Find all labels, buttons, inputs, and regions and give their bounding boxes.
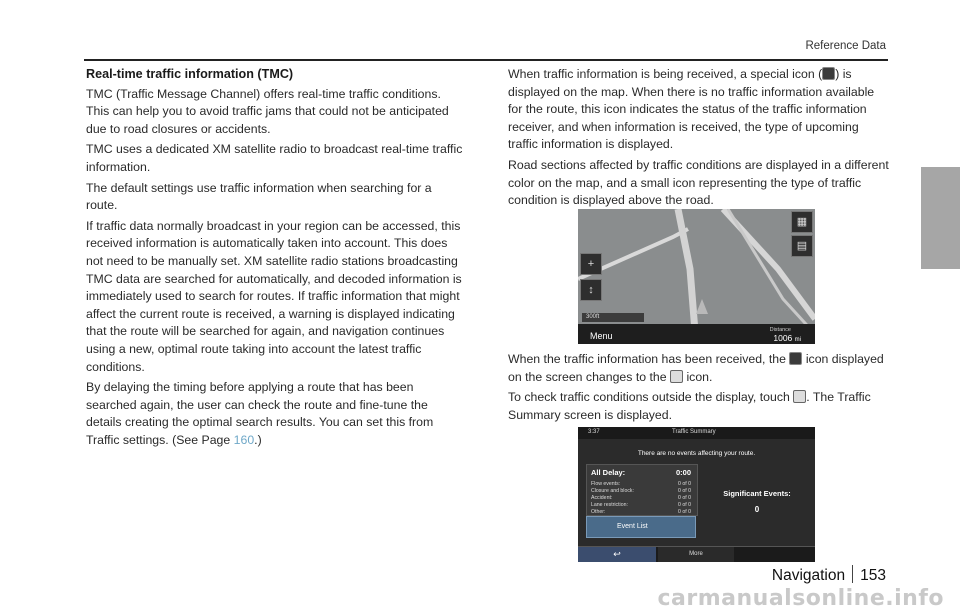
distance-value: 1006 mi bbox=[773, 333, 801, 343]
event-row-value: 0 of 0 bbox=[678, 481, 691, 487]
page-number: 153 bbox=[860, 567, 886, 584]
event-row-label: Other: bbox=[591, 509, 606, 515]
page-footer bbox=[772, 565, 886, 585]
paragraph: TMC uses a dedicated XM satellite radio to broadcast real-time traffic information. bbox=[86, 142, 463, 174]
right-column bbox=[508, 66, 890, 213]
event-row-label: Closure and block: bbox=[591, 488, 634, 494]
event-list-button[interactable]: Event List bbox=[586, 516, 696, 538]
back-arrow-icon: ↩ bbox=[613, 549, 621, 559]
more-button[interactable]: More bbox=[658, 547, 734, 562]
map-screenshot bbox=[578, 209, 815, 344]
page-link[interactable]: 160 bbox=[233, 432, 255, 447]
traffic-status-icon bbox=[789, 352, 802, 365]
event-row-value: 0 of 0 bbox=[678, 488, 691, 494]
paragraph: Road sections affected by traffic conditions are displayed in a different color on the map, and a small icon representing the type of traffic condition is displayed above the road. bbox=[508, 157, 889, 208]
event-row-value: 0 of 0 bbox=[678, 502, 691, 508]
running-header: Reference Data bbox=[805, 40, 886, 52]
event-row-label: Lane restriction: bbox=[591, 502, 628, 508]
event-row-value: 0 of 0 bbox=[678, 495, 691, 501]
distance-label: Distance bbox=[769, 327, 791, 333]
paragraph: When the traffic information has been received, the icon displayed on the screen changes to the icon. bbox=[508, 352, 884, 384]
map-scale: 300ft bbox=[582, 313, 644, 322]
event-row-label: Accident: bbox=[591, 495, 613, 501]
section-heading: Real-time traffic information (TMC) bbox=[86, 67, 294, 81]
side-thumb-tab bbox=[921, 167, 960, 269]
delay-panel bbox=[586, 464, 698, 516]
header-rule bbox=[84, 59, 888, 61]
paragraph: To check traffic conditions outside the display, touch . The Traffic Summary screen is displayed. bbox=[508, 390, 871, 422]
paragraph: If traffic data normally broadcast in your region can be accessed, this received information is automatically taken into account. This does not need to be manually set. XM satellite radio stations broadcasting TMC data are searched for automatically, and decoded information is immediately used to search for routes. If traffic information that might affect the current route is received, a warning is displayed indicating that the route will be searched for again, and navigation continues using a new, optimal route taking into account the latest traffic conditions. bbox=[86, 218, 462, 374]
event-row-value: 0 of 0 bbox=[678, 509, 691, 515]
paragraph: By delaying the timing before applying a route that has been searched again, the user can check the route and fine-tune the details creating the optimal search results. You can set this from Traffic settings. (See Page 160.) bbox=[86, 380, 434, 447]
all-delay-label: All Delay: bbox=[591, 468, 626, 477]
event-row-label: Flow events: bbox=[591, 481, 621, 487]
paragraph: When traffic information is being received, a special icon ( ) is displayed on the map. When there is no traffic information available for the route, this icon indicates the status of the traffic information receiver, and when information is received, the type of upcoming traffic information is displayed. bbox=[508, 67, 875, 152]
traffic-grid-icon[interactable]: ▦ bbox=[791, 211, 813, 233]
traffic-touch-icon bbox=[793, 390, 806, 403]
map-menu-button[interactable]: Menu bbox=[590, 331, 613, 341]
back-button[interactable] bbox=[578, 547, 656, 562]
footer-section: Navigation bbox=[771, 567, 846, 584]
right-column-lower bbox=[508, 351, 890, 427]
summary-title: Traffic Summary bbox=[672, 429, 716, 435]
summary-title-bar bbox=[578, 427, 815, 439]
paragraph: TMC (Traffic Message Channel) offers real-time traffic conditions. This can help you to avoid traffic jams that could not be anticipated due to road closures or accidents. bbox=[86, 86, 449, 136]
traffic-receiver-icon bbox=[822, 67, 835, 80]
traffic-event-icon bbox=[670, 370, 683, 383]
tilt-icon[interactable]: ↕ bbox=[580, 279, 602, 301]
paragraph: The default settings use traffic information when searching for a route. bbox=[86, 180, 432, 213]
zoom-in-icon[interactable]: + bbox=[580, 253, 602, 275]
left-column bbox=[86, 66, 466, 452]
summary-message: There are no events affecting your route. bbox=[637, 450, 756, 457]
traffic-summary-screenshot bbox=[578, 427, 815, 562]
significant-events-label: Significant Events: bbox=[723, 489, 791, 498]
significant-events-value: 0 bbox=[754, 505, 760, 514]
watermark: carmanualsonline.info bbox=[657, 586, 944, 611]
clock: 3:37 bbox=[588, 429, 600, 435]
all-delay-value: 0:00 bbox=[675, 468, 691, 477]
traffic-summary-icon[interactable]: ▤ bbox=[791, 235, 813, 257]
footer-divider bbox=[852, 565, 853, 583]
